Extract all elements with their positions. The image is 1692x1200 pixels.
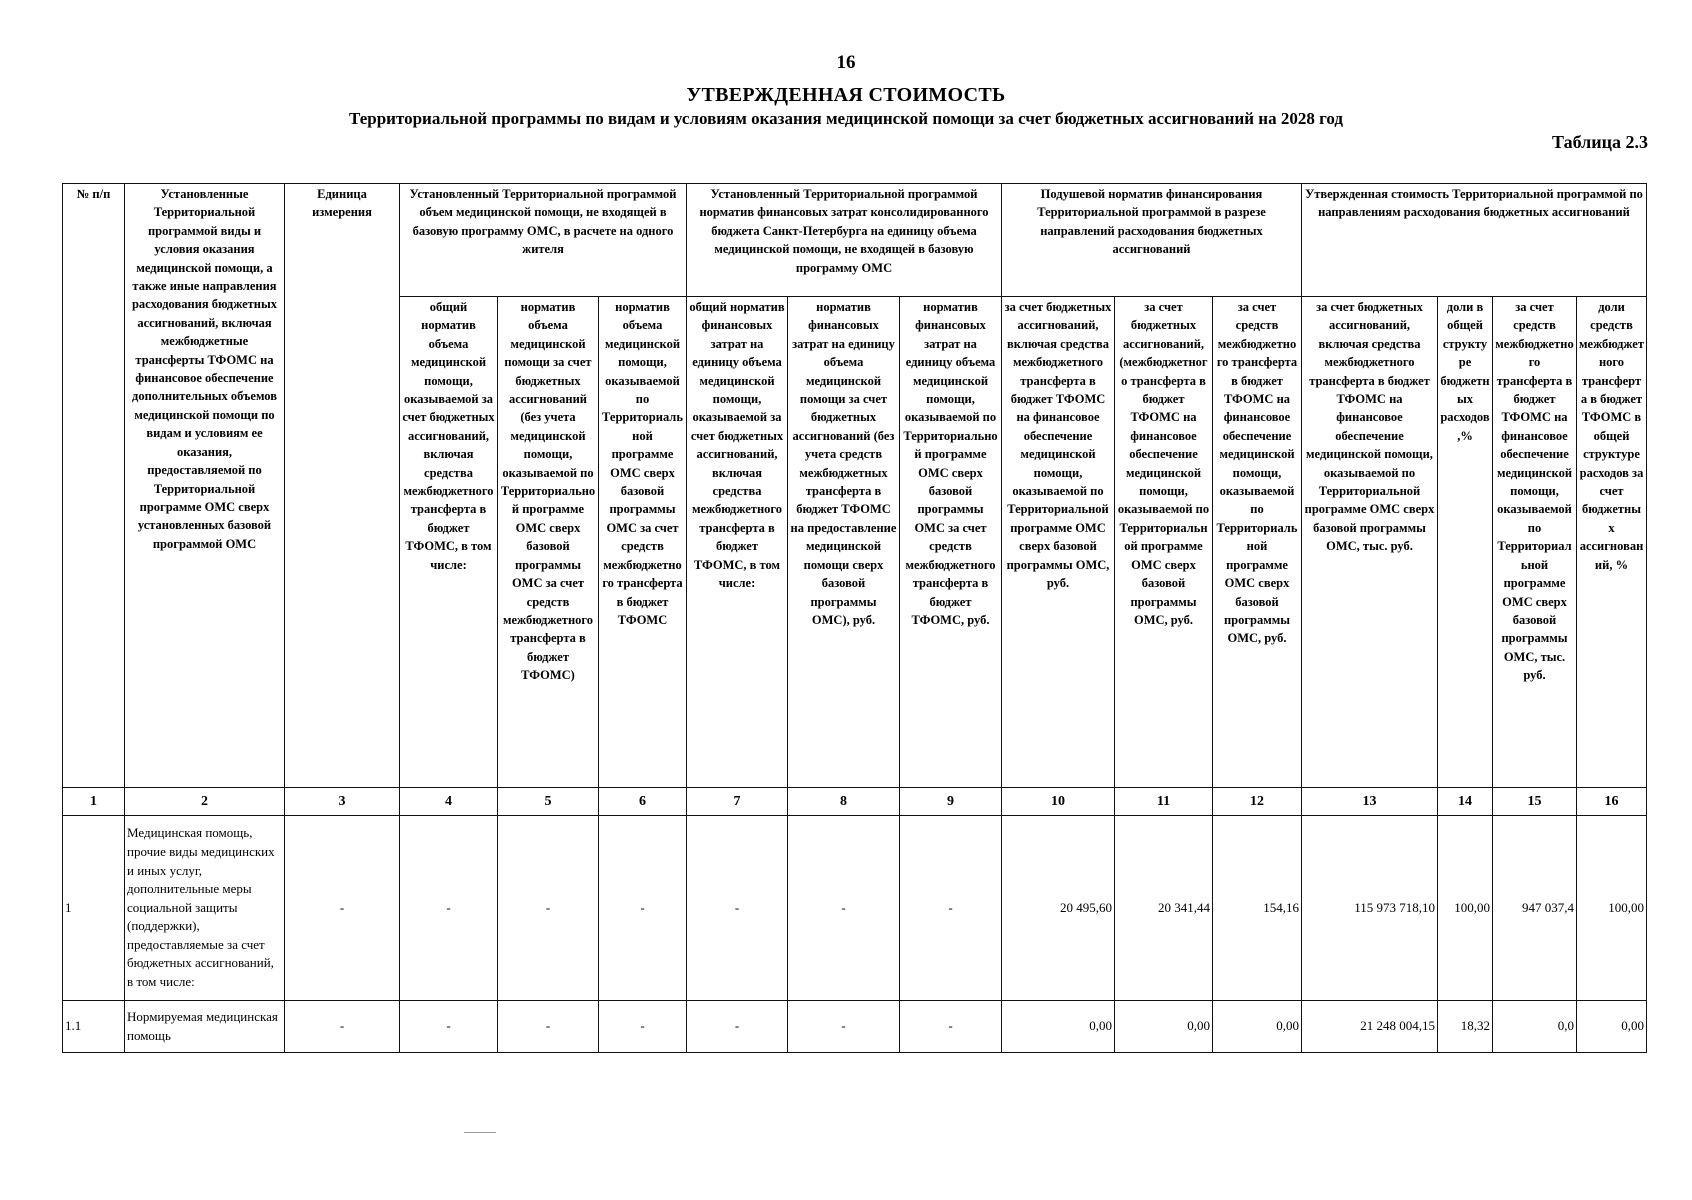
row-number: 1	[63, 816, 125, 1001]
column-number: 2	[125, 788, 285, 816]
column-number: 12	[1213, 788, 1302, 816]
header-col-5: норматив объема медицинской помощи за счет бюджетных ассигнований (без учета медицинской помощи, оказываемой по Территориальной программе ОМС сверх базовой программы ОМС за счет средств межбюджетного трансферта в бюджет ТФОМС)	[498, 297, 599, 788]
header-col-7: общий норматив финансовых затрат на единицу объема медицинской помощи, оказываемой за счет бюджетных ассигнований, включая средства межбюджетного трансферта в бюджет ТФОМС, в том числе:	[687, 297, 788, 788]
header-care-type: Установленные Территориальной программой виды и условия оказания медицинской помощи, а также иные направления расходования бюджетных ассигнований, включая межбюджетные трансферты ТФОМС на финансовое обеспечение дополнительных объемов медицинской помощи по видам и условиям ее оказания, предоставляемой по Территориальной программе ОМС сверх установленных базовой программой ОМС	[125, 184, 285, 788]
cell-col-6: -	[599, 1001, 687, 1053]
cost-table	[62, 183, 1647, 1053]
cell-col-10: 0,00	[1002, 1001, 1115, 1053]
cell-col-7: -	[687, 1001, 788, 1053]
row-name: Медицинская помощь, прочие виды медицинских и иных услуг, дополнительные меры социальной защиты (поддержки), предоставляемые за счет бюджетных ассигнований, в том числе:	[125, 816, 285, 1001]
header-col-15: за счет средств межбюджетного трансферта в бюджет ТФОМС на финансовое обеспечение медицинской помощи, оказываемой по Территориальной программе ОМС сверх базовой программы ОМС, тыс. руб.	[1493, 297, 1577, 788]
column-number: 9	[900, 788, 1002, 816]
header-col-9: норматив финансовых затрат на единицу объема медицинской помощи, оказываемой по Территориальной программе ОМС сверх базовой программы ОМС за счет средств межбюджетного трансферта в бюджет ТФОМС, руб.	[900, 297, 1002, 788]
document-subtitle: Территориальной программы по видам и условиям оказания медицинской помощи за счет бюджетных ассигнований на 2028 год	[349, 109, 1343, 128]
column-number: 5	[498, 788, 599, 816]
cell-col-8: -	[788, 1001, 900, 1053]
header-row-number: № п/п	[63, 184, 125, 788]
header-group-cost-norm: Установленный Территориальной программой норматив финансовых затрат консолидированного бюджета Санкт-Петербурга на единицу объема медицинской помощи, не входящей в базовую программу ОМС	[687, 184, 1002, 297]
cell-col-13: 115 973 718,10	[1302, 816, 1438, 1001]
column-number-row	[63, 788, 1647, 816]
cell-col-12: 0,00	[1213, 1001, 1302, 1053]
table-row	[63, 816, 1647, 1001]
column-number: 4	[400, 788, 498, 816]
header-col-12: за счет средств межбюджетного трансферта в бюджет ТФОМС на финансовое обеспечение медицинской помощи, оказываемой по Территориальной программе ОМС сверх базовой программы ОМС, руб.	[1213, 297, 1302, 788]
column-number: 11	[1115, 788, 1213, 816]
header-col-6: норматив объема медицинской помощи, оказываемой по Территориальной программе ОМС сверх базовой программы ОМС за счет средств межбюджетного трансферта в бюджет ТФОМС	[599, 297, 687, 788]
column-number: 13	[1302, 788, 1438, 816]
cell-col-9: -	[900, 1001, 1002, 1053]
cell-col-7: -	[687, 816, 788, 1001]
cell-col-6: -	[599, 816, 687, 1001]
header-row-groups	[63, 184, 1647, 297]
header-col-16: доли средств межбюджетного трансферта в бюджет ТФОМС в общей структуре расходов за счет бюджетных ассигнований, %	[1577, 297, 1647, 788]
header-col-10: за счет бюджетных ассигнований, включая средства межбюджетного трансферта в бюджет ТФОМС на финансовое обеспечение медицинской помощи, оказываемой по Территориальной программе ОМС сверх базовой программы ОМС, руб.	[1002, 297, 1115, 788]
cell-col-8: -	[788, 816, 900, 1001]
scan-mark	[464, 1132, 496, 1133]
header-col-13: за счет бюджетных ассигнований, включая средства межбюджетного трансферта в бюджет ТФОМС на финансовое обеспечение медицинской помощи, оказываемой по Территориальной программе ОМС сверх базовой программы ОМС, тыс. руб.	[1302, 297, 1438, 788]
cell-col-11: 0,00	[1115, 1001, 1213, 1053]
cell-col-16: 100,00	[1577, 816, 1647, 1001]
cell-col-4: -	[400, 1001, 498, 1053]
header-group-volume: Установленный Территориальной программой объем медицинской помощи, не входящей в базовую программу ОМС, в расчете на одного жителя	[400, 184, 687, 297]
column-number: 16	[1577, 788, 1647, 816]
header-unit: Единица измерения	[285, 184, 400, 788]
cell-unit: -	[285, 816, 400, 1001]
table-row	[63, 1001, 1647, 1053]
header-col-11: за счет бюджетных ассигнований, (межбюджетного трансферта в бюджет ТФОМС на финансовое обеспечение медицинской помощи, оказываемой по Территориальной программе ОМС сверх базовой программы ОМС, руб.	[1115, 297, 1213, 788]
column-number: 6	[599, 788, 687, 816]
cell-col-14: 100,00	[1438, 816, 1493, 1001]
header-col-4: общий норматив объема медицинской помощи, оказываемой за счет бюджетных ассигнований, включая средства межбюджетного трансферта в бюджет ТФОМС, в том числе:	[400, 297, 498, 788]
cell-col-5: -	[498, 1001, 599, 1053]
column-number: 15	[1493, 788, 1577, 816]
cell-col-15: 0,0	[1493, 1001, 1577, 1053]
cell-col-14: 18,32	[1438, 1001, 1493, 1053]
cell-col-5: -	[498, 816, 599, 1001]
column-number: 1	[63, 788, 125, 816]
header-col-14: доли в общей структуре бюджетных расходов,%	[1438, 297, 1493, 788]
column-number: 10	[1002, 788, 1115, 816]
cell-unit: -	[285, 1001, 400, 1053]
column-number: 14	[1438, 788, 1493, 816]
cell-col-13: 21 248 004,15	[1302, 1001, 1438, 1053]
page-number: 16	[836, 52, 856, 73]
cell-col-12: 154,16	[1213, 816, 1302, 1001]
cell-col-4: -	[400, 816, 498, 1001]
document-title: УТВЕРЖДЕННАЯ СТОИМОСТЬ	[686, 84, 1006, 106]
cell-col-10: 20 495,60	[1002, 816, 1115, 1001]
header-group-approved-cost: Утвержденная стоимость Территориальной программой по направлениям расходования бюджетных ассигнований	[1302, 184, 1647, 297]
cell-col-15: 947 037,4	[1493, 816, 1577, 1001]
row-name: Нормируемая медицинская помощь	[125, 1001, 285, 1053]
cell-col-16: 0,00	[1577, 1001, 1647, 1053]
table-label: Таблица 2.3	[1552, 132, 1648, 152]
column-number: 3	[285, 788, 400, 816]
cell-col-11: 20 341,44	[1115, 816, 1213, 1001]
header-col-8: норматив финансовых затрат на единицу объема медицинской помощи за счет бюджетных ассигнований (без учета средств межбюджетных трансферта в бюджет ТФОМС на предоставление медицинской помощи сверх базовой программы ОМС), руб.	[788, 297, 900, 788]
column-number: 7	[687, 788, 788, 816]
column-number: 8	[788, 788, 900, 816]
header-group-per-capita: Подушевой норматив финансирования Территориальной программой в разрезе направлений расходования бюджетных ассигнований	[1002, 184, 1302, 297]
cell-col-9: -	[900, 816, 1002, 1001]
row-number: 1.1	[63, 1001, 125, 1053]
